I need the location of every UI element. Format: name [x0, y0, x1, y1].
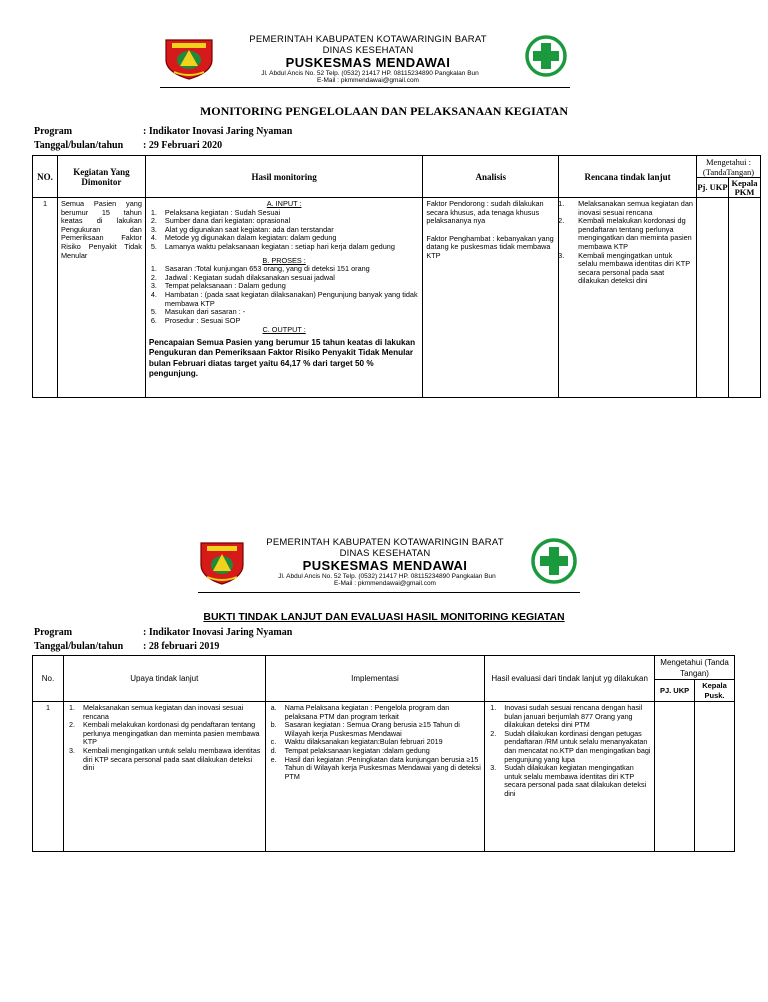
doc2-col-kepala: Kepala Pusk. — [695, 680, 735, 702]
doc2-upaya-list — [67, 704, 262, 773]
doc1-row-rencana — [559, 198, 697, 398]
list-item: 5. Masukan dari sasaran : - — [150, 307, 246, 317]
doc2-evaluation-table — [32, 655, 735, 852]
doc2-row-no: 1 — [33, 702, 64, 852]
doc1-output-title: C. OUTPUT : — [262, 325, 306, 335]
doc1-sign-pj — [696, 198, 728, 398]
doc1-program-label: Program — [34, 126, 73, 137]
doc2-col-mengetahui: Mengetahui (Tanda Tangan) — [655, 656, 735, 680]
doc1-col-pj: Pj. UKP — [696, 178, 728, 198]
doc2-program-value: : Indikator Inovasi Jaring Nyaman — [143, 627, 293, 638]
doc1-input-list — [149, 209, 419, 252]
doc1-program-value: : Indikator Inovasi Jaring Nyaman — [143, 126, 293, 137]
doc2-letterhead — [198, 535, 588, 589]
doc2-header-address: Jl. Abdul Ancis No. 52 Telp. (0532) 21417 HP. 08115234890 Pangkalan Bun — [278, 573, 496, 580]
doc1-col-analisis: Analisis — [423, 156, 559, 198]
regency-emblem-icon — [160, 36, 218, 80]
doc2-program-label: Program — [34, 627, 73, 638]
doc1-row-hasil — [145, 198, 422, 398]
doc1-output-text: Pencapaian Semua Pasien yang berumur 15 tahun keatas di lakukan Pengukuran dan Pemeriksaan Faktor Risiko Penyakit Tidak Menular bulan Februari diatas target yaitu 64,17 % dari target 50 % pengunjung. — [148, 337, 416, 379]
doc2-date-value: : 28 februari 2019 — [143, 641, 220, 652]
doc2-row-implementasi — [265, 702, 485, 852]
doc2-row-hasil — [485, 702, 655, 852]
list-item: 1. Inovasi sudah sesuai rencana dengan hasil bulan januari berjumlah 877 Orang yang dilakukan deteksi dini PTM — [490, 703, 643, 730]
doc1-sign-kepala — [728, 198, 760, 398]
health-cross-icon — [530, 537, 578, 585]
doc1-header-address: Jl. Abdul Ancis No. 52 Telp. (0532) 21417 HP. 08115234890 Pangkalan Bun — [261, 70, 479, 77]
list-item: 6. Prosedur : Sesuai SOP — [150, 315, 241, 325]
doc1-monitoring-table — [32, 155, 761, 398]
list-item: d. Tempat pelaksanaan kegiatan :dalam gedung — [270, 745, 430, 755]
doc1-header-line3: PUSKESMAS MENDAWAI — [285, 55, 451, 70]
doc1-header-email: E-Mail : pkmmendawai@gmail.com — [317, 77, 419, 84]
list-item: b. Sasaran kegiatan : Semua Orang berusia ≥15 Tahun di Wilayah kerja Puskesmas Mendawai — [270, 720, 460, 738]
list-item: 2. Jadwal : Kegiatan sudah dilaksanakan sesuai jadwal — [150, 272, 335, 282]
list-item: 3. Sudah dilakukan kegiatan mengingatkan untuk selalu membawa identitas diri KTP secara personal pada saat dilakukan deteksi dini — [490, 763, 647, 798]
doc1-col-mengetahui: Mengetahui : (TandaTangan) — [696, 156, 760, 178]
doc1-row-no: 1 — [33, 198, 58, 398]
doc1-date-label: Tanggal/bulan/tahun — [34, 140, 124, 151]
doc2-date-label: Tanggal/bulan/tahun — [34, 641, 124, 652]
doc2-col-pj: PJ. UKP — [655, 680, 695, 702]
doc2-title: BUKTI TINDAK LANJUT DAN EVALUASI HASIL MONITORING KEGIATAN — [203, 611, 565, 623]
list-item: 1. Melaksanakan semua kegiatan dan inovasi sesuai rencana — [558, 199, 693, 217]
doc1-header-line2: DINAS KESEHATAN — [322, 45, 414, 56]
doc1-col-kepala: Kepala PKM — [728, 178, 760, 198]
doc1-letterhead — [160, 34, 580, 86]
list-item: 1. Pelaksana kegiatan : Sudah Sesuai — [150, 207, 281, 217]
doc2-col-upaya: Upaya tindak lanjut — [63, 656, 265, 702]
list-item: 3. Kembali mengingatkan untuk selalu membawa identitas diri KTP secara personal pada saat dilakukan deteksi dini — [558, 250, 690, 286]
list-item: 1. Melaksanakan semua kegiatan dan inovasi sesuai rencana — [68, 703, 244, 721]
doc1-proses-title: B. PROSES : — [262, 255, 306, 265]
doc1-date-value: : 29 Februari 2020 — [143, 140, 223, 151]
doc1-col-no: NO. — [33, 156, 58, 198]
doc1-header-line1: PEMERINTAH KABUPATEN KOTAWARINGIN BARAT — [249, 34, 487, 45]
doc2-hasil-list — [488, 704, 651, 799]
doc2-header-email: E-Mail : pkmmendawai@gmail.com — [334, 580, 436, 587]
list-item: 2. Kembali melakukan kordonasi dg pendaftaran tentang perlunya mengingatkan dan meminta pasien membawa KTP — [558, 216, 692, 251]
doc2-sign-kepala — [695, 702, 735, 852]
doc2-sign-pj — [655, 702, 695, 852]
doc1-row-kegiatan: Semua Pasien yang berumur 15 tahun keatas di lakukan Pengukuran dan Pemeriksaan Faktor Risiko Penyakit Tidak Menular — [57, 198, 145, 398]
doc2-col-implementasi: Implementasi — [265, 656, 485, 702]
list-item: 4. Hambatan : (pada saat kegiatan dilaksanakan) Pengunjung banyak yang tidak membawa KTP — [150, 289, 418, 308]
doc2-impl-list — [269, 704, 482, 781]
doc1-header-rule — [160, 87, 570, 88]
list-item: c. Waktu dilaksanakan kegiatan:Bulan februari 2019 — [270, 737, 443, 747]
doc1-input-title: A. INPUT : — [266, 199, 302, 208]
doc1-col-kegiatan: Kegiatan Yang Dimonitor — [57, 156, 145, 198]
health-cross-icon — [524, 34, 568, 78]
doc2-header-line1: PEMERINTAH KABUPATEN KOTAWARINGIN BARAT — [266, 537, 504, 548]
doc1-row-analisis — [423, 198, 559, 398]
doc2-header-rule — [198, 592, 580, 593]
doc1-col-rencana: Rencana tindak lanjut — [559, 156, 697, 198]
doc1-title: MONITORING PENGELOLAAN DAN PELAKSANAAN KEGIATAN — [199, 104, 569, 118]
doc1-col-hasil: Hasil monitoring — [145, 156, 422, 198]
list-item: 2. Sumber dana dari kegiatan: oprasional — [150, 216, 291, 226]
regency-emblem-icon — [198, 539, 246, 585]
doc2-row-upaya — [63, 702, 265, 852]
doc1-analisis-penghambat: Faktor Penghambat : kebanyakan yang datang ke puskesmas tidak membawa KTP — [426, 233, 554, 260]
doc2-header-line3: PUSKESMAS MENDAWAI — [302, 558, 468, 573]
list-item: 3. Alat yg digunakan saat kegiatan: ada dan terstandar — [150, 224, 334, 234]
list-item: a. Nama Pelaksana kegiatan : Pengelola program dan pelaksana PTM dan program terkait — [270, 703, 450, 721]
list-item: 5. Lamanya waktu pelaksanaan kegiatan : setiap hari kerja dalam gedung — [150, 241, 395, 251]
doc2-col-no: No. — [33, 656, 64, 702]
list-item: 3. Kembali mengingatkan untuk selalu membawa identitas diri KTP secara personal pada saat dilakukan deteksi dini — [68, 745, 261, 773]
list-item: 2. Kembali melakukan kordonasi dg pendaftaran tentang perlunya mengingatkan dan meminta pasien membawa KTP — [68, 720, 260, 747]
list-item: 3. Tempat pelaksanaan : Dalam gedung — [150, 281, 286, 291]
list-item: 4. Metode yg digunakan dalam kegiatan: dalam gedung — [150, 233, 337, 243]
list-item: 2. Sudah dilakukan kordinasi dengan petugas pendaftaran /RM untuk selalu menanyakatan dan mencatat no.KTP dan mengingatkan bagi pengunjung yang lupa — [490, 728, 651, 764]
doc2-header-line2: DINAS KESEHATAN — [339, 548, 431, 559]
doc1-analisis-pendorong: Faktor Pendorong : sudah dilakukan secara khusus, ada tenaga khusus pelaksananya nya — [426, 199, 544, 226]
doc1-proses-list — [149, 265, 419, 325]
list-item: 1. Sasaran :Total kunjungan 653 orang, yang di deteksi 151 orang — [150, 264, 370, 274]
list-item: e. Hasil dari kegiatan :Peningkatan data kunjungan berusia ≥15 Tahun di Wilayah kerja Puskesmas Mendawai yang di deteksi PTM — [270, 754, 481, 781]
doc2-col-hasil: Hasil evaluasi dari tindak lanjut yg dilakukan — [485, 656, 655, 702]
doc1-rencana-list — [558, 199, 693, 286]
